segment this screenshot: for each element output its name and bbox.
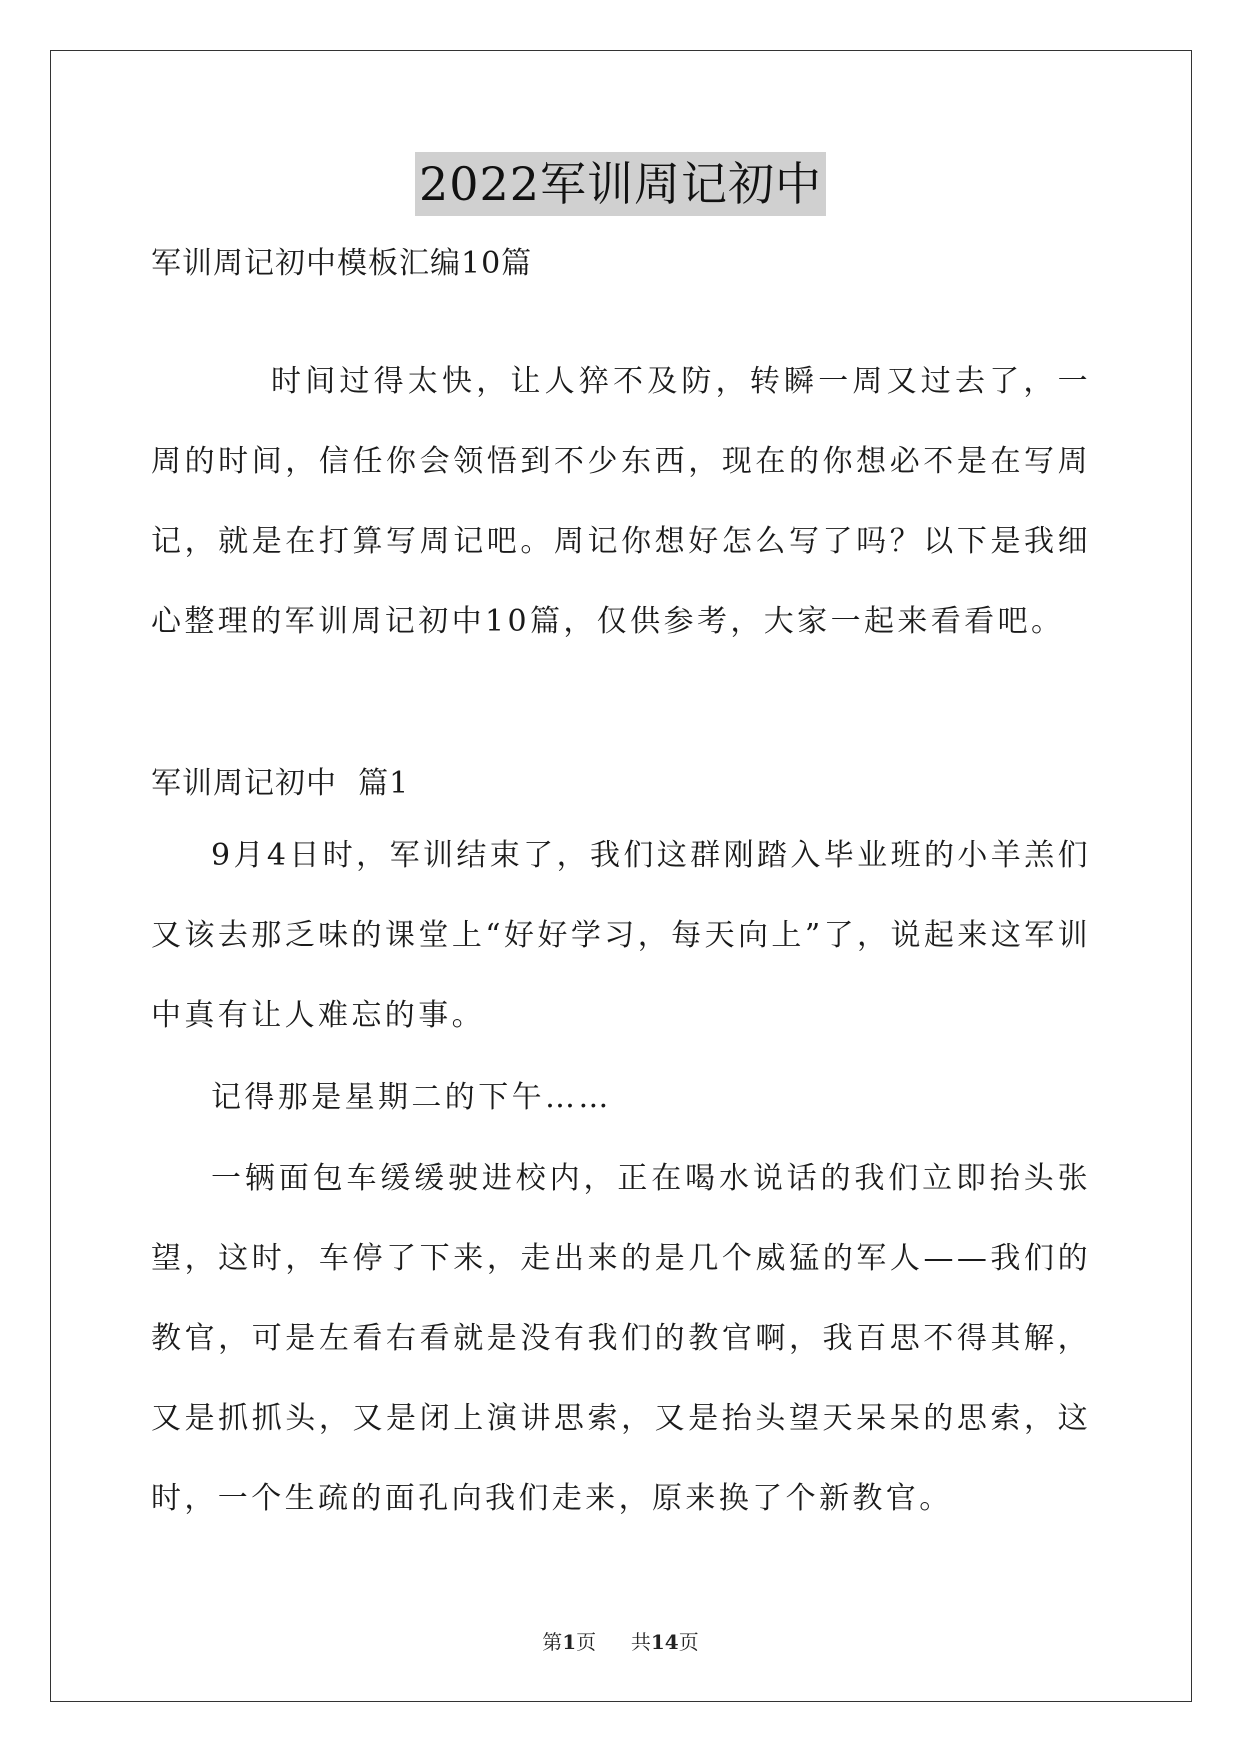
page-suffix: 页 [576,1630,597,1654]
total-suffix: 页 [678,1630,699,1654]
total-prefix: 共 [630,1630,651,1654]
intro-paragraph: 时间过得太快，让人猝不及防，转瞬一周又过去了，一周的时间，信任你会领悟到不少东西，现在的你想必不是在写周记，就是在打算写周记吧。周记你想好怎么写了吗？以下是我细心整理的军训周记初中10篇，仅供参考，大家一起来看看吧。 [151,364,1091,639]
body-paragraph: 9月4日时，军训结束了，我们这群刚踏入毕业班的小羊羔们又该去那乏味的课堂上“好好学习，每天向上”了，说起来这军训中真有让人难忘的事。 [151,838,1091,1033]
document-subtitle: 军训周记初中模板汇编10篇 [151,246,533,281]
total-pages: 14 [650,1630,679,1654]
body-paragraph: 一辆面包车缓缓驶进校内，正在喝水说话的我们立即抬头张望，这时，车停了下来，走出来的是几个威猛的军人——我们的教官，可是左看右看就是没有我们的教官啊，我百思不得其解，又是抓抓头，又是闭上演讲思索，又是抬头望天呆呆的思索，这时，一个生疏的面孔向我们走来，原来换了个新教官。 [151,1161,1091,1516]
section-heading: 军训周记初中 篇1 [151,766,410,801]
page-number: 1 [562,1630,577,1654]
page-footer [0,1626,1241,1655]
document-title: 2022军训周记初中 [415,152,826,216]
body-paragraph: 记得那是星期二的下午…… [211,1080,612,1115]
title-container [0,152,1241,216]
page-prefix: 第 [542,1630,563,1654]
